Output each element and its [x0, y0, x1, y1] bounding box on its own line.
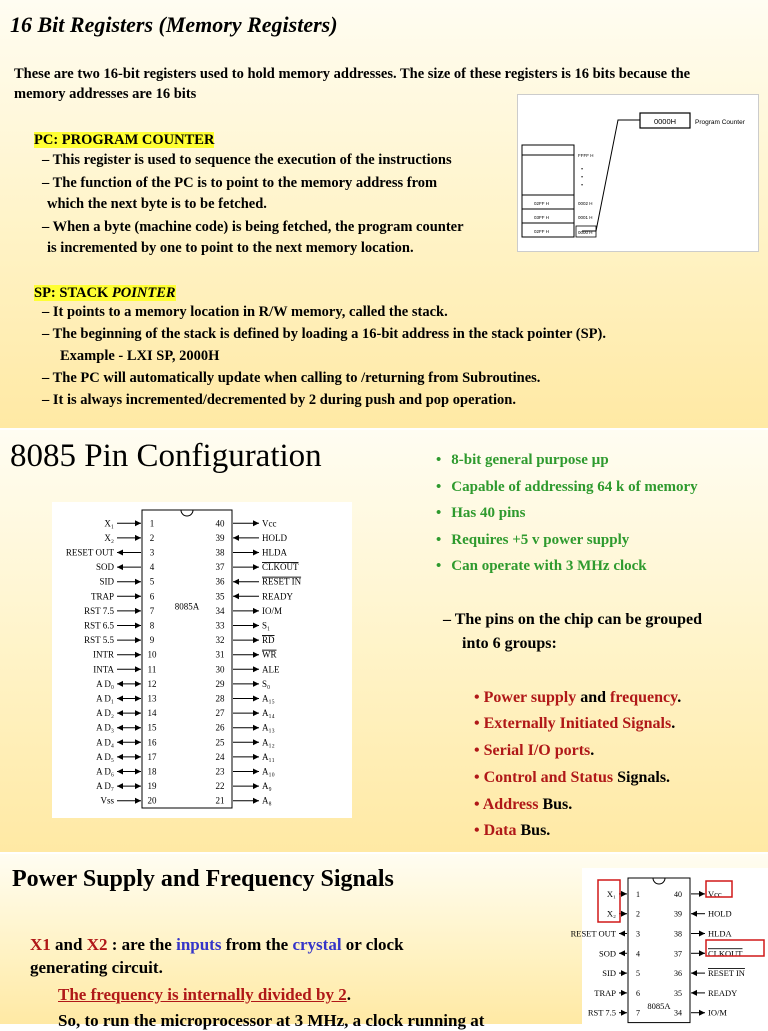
pin-number: 8: [149, 620, 155, 631]
pc-line-5: is incremented by one to point to the next memory location.: [47, 240, 414, 256]
clock-line: So, to run the microprocessor at 3 MHz, a clock running at: [58, 1011, 485, 1030]
pin-arrow: [135, 579, 141, 585]
slide-registers: [0, 0, 768, 428]
pin-label-a: A₁₅: [262, 693, 275, 704]
pin-arrow: [135, 666, 141, 672]
pin-arrow: [691, 990, 697, 996]
pin-arrow: [699, 891, 705, 897]
program-counter-diagram: [517, 94, 759, 252]
pin-number: 10: [147, 649, 157, 660]
pin-label-x: X₂: [104, 532, 114, 543]
pin-arrow: [233, 535, 239, 541]
pin-label-x: X₂: [606, 908, 616, 919]
pin-number: 12: [147, 678, 157, 689]
pin-label-rd: RD: [262, 635, 275, 646]
chip-label: 8085A: [647, 1000, 671, 1011]
pin-label-a: A₁₁: [262, 751, 275, 762]
pin-arrow: [253, 754, 259, 760]
pin-number: 4: [149, 562, 155, 573]
pin-number: 2: [636, 909, 640, 919]
pin-arrow: [135, 535, 141, 541]
pin-number: 37: [215, 562, 225, 573]
pin-arrow: [117, 783, 123, 789]
pin-number: 34: [674, 1008, 682, 1018]
pin-number: 32: [215, 635, 225, 646]
pin-label-a-d: A D₇: [96, 781, 114, 792]
pc-value: 0000H: [653, 117, 677, 126]
pin-arrow: [253, 520, 259, 526]
pin-label-inta: INTA: [93, 664, 114, 675]
pin-label-vcc: Vcc: [262, 518, 277, 529]
pin-arrow: [253, 769, 259, 775]
group-address: • Address Bus.: [474, 796, 573, 813]
pin-number: 23: [215, 766, 225, 777]
pc-line-3: which the next byte is to be fetched.: [47, 196, 267, 212]
slide-title: 8085 Pin Configuration: [10, 438, 322, 474]
pin-number: 35: [674, 988, 682, 998]
pin-number: 29: [215, 678, 225, 689]
pin-arrow: [253, 637, 259, 643]
pin-arrow: [699, 1010, 705, 1016]
pin-number: 20: [147, 795, 157, 806]
pin-label-sod: SOD: [95, 562, 114, 573]
pin-arrow: [135, 637, 141, 643]
pin-label-vcc: Vcc: [708, 888, 722, 899]
pin-label-a: A₁₂: [262, 737, 275, 748]
pin-label-a: A₁₃: [262, 722, 275, 733]
pin-number: 24: [215, 751, 225, 762]
pin-label-hold: HOLD: [262, 532, 287, 543]
pin-arrow: [621, 990, 627, 996]
pin-arrow: [253, 725, 259, 731]
pin-arrow: [135, 608, 141, 614]
pin-arrow: [117, 564, 123, 570]
pin-label-trap: TRAP: [594, 987, 616, 998]
pin-arrow: [253, 710, 259, 716]
pin-number: 9: [149, 635, 155, 646]
pin-label-hlda: HLDA: [262, 547, 287, 558]
pin-arrow: [233, 593, 239, 599]
sp-line-2: – The beginning of the stack is defined by loading a 16-bit address in the stack pointer (SP).: [42, 326, 606, 342]
pin-label-reset-out: RESET OUT: [65, 547, 114, 558]
pin-arrow: [117, 725, 123, 731]
pc-heading-text: PC: PROGRAM COUNTER: [34, 132, 215, 148]
intro-text: These are two 16-bit registers used to hold memory addresses. The size of these registers is 16 bits because the memory addresses are 16 bits: [14, 66, 691, 102]
pin-number: 7: [149, 605, 155, 616]
pin-label-s: S₀: [262, 678, 271, 689]
pin-arrow: [253, 696, 259, 702]
pin-label-clkout: CLKOUT: [708, 948, 743, 959]
sp-line-5: – It is always incremented/decremented by 2 during push and pop operation.: [42, 392, 516, 408]
sp-heading-text: [34, 285, 176, 301]
sp-heading: [34, 283, 176, 305]
pin-label-rst-7-5: RST 7.5: [587, 1007, 616, 1018]
pin-number: 16: [147, 737, 157, 748]
pin-diagram-panel-small: [570, 868, 768, 1024]
feature-bullet: • Can operate with 3 MHz clock: [436, 558, 647, 574]
slide-pin-configuration: [0, 430, 768, 852]
pin-number: 28: [215, 693, 225, 704]
pin-arrow: [135, 520, 141, 526]
pin-number: 5: [636, 969, 640, 979]
pin-number: 38: [674, 929, 682, 939]
pc-line-1: – This register is used to sequence the execution of the instructions: [42, 152, 452, 168]
pin-number: 38: [215, 547, 225, 558]
row-address-1: 02FF H: [534, 201, 550, 206]
pin-arrow: [135, 798, 141, 804]
pin-number: 15: [147, 722, 157, 733]
pc-line-2: – The function of the PC is to point to the memory address from: [42, 175, 438, 191]
pin-label-sid: SID: [99, 576, 114, 587]
pin-arrow: [117, 681, 123, 687]
pin-arrow: [117, 550, 123, 556]
pin-number: 11: [147, 664, 157, 675]
pin-arrow: [253, 798, 259, 804]
pin-arrow: [117, 754, 123, 760]
feature-bullet: • Requires +5 v power supply: [436, 532, 630, 548]
pin-label-a-d: A D₅: [96, 751, 114, 762]
pin-arrow: [621, 891, 627, 897]
pin-label-ale: ALE: [262, 664, 280, 675]
pin-arrow: [619, 931, 625, 937]
pin-arrow: [253, 666, 259, 672]
group-control: • Control and Status Signals.: [474, 769, 671, 786]
right-address-1: 0002 H: [578, 201, 593, 206]
group-data: • Data Bus.: [474, 822, 551, 839]
feature-bullet: • Has 40 pins: [436, 505, 526, 521]
pin-number: 18: [147, 766, 157, 777]
pin-number: 1: [149, 518, 155, 529]
pin-arrow: [691, 970, 697, 976]
pin-arrow: [253, 739, 259, 745]
pin-label-a: A₁₀: [262, 766, 275, 777]
pin-label-rst-6-5: RST 6.5: [84, 620, 114, 631]
pin-label-a-d: A D₄: [96, 737, 114, 748]
slide-title: Power Supply and Frequency Signals: [12, 866, 394, 892]
svg-text:•: •: [581, 183, 584, 189]
pin-arrow: [117, 739, 123, 745]
pin-arrow: [691, 911, 697, 917]
pin-arrow: [135, 681, 141, 687]
pin-arrow: [117, 696, 123, 702]
pin-label-wr: WR: [262, 649, 277, 660]
pin-number: 4: [636, 949, 640, 959]
pin-arrow: [117, 769, 123, 775]
pin-label-x: X₁: [104, 518, 114, 529]
pin-label-reset-in: RESET IN: [262, 576, 302, 587]
group-intro-1: – The pins on the chip can be grouped: [443, 611, 703, 628]
pin-number: 35: [215, 591, 225, 602]
pin-number: 13: [147, 693, 157, 704]
pin-number: 39: [215, 532, 225, 543]
pin-number: 6: [149, 591, 155, 602]
pin-number: 37: [674, 949, 682, 959]
x1-x2-line: X1 and X2 : are the inputs from the crystal or clock: [30, 935, 404, 954]
pin-number: 5: [149, 576, 155, 587]
sp-line-4: – The PC will automatically update when calling to /returning from Subroutines.: [42, 370, 541, 386]
pin-number: 36: [215, 576, 225, 587]
dots: •: [581, 167, 584, 173]
pin-label-a-d: A D₃: [96, 722, 114, 733]
pin-number: 31: [215, 649, 225, 660]
group-external: • Externally Initiated Signals.: [474, 715, 676, 732]
pin-arrow: [253, 550, 259, 556]
pin-label-intr: INTR: [93, 649, 114, 660]
pin-number: 22: [215, 781, 225, 792]
pin-label-sid: SID: [602, 968, 616, 979]
pin-arrow: [135, 652, 141, 658]
right-address-3: 0000 H: [578, 230, 593, 235]
pin-arrow: [253, 652, 259, 658]
pin-label-io-m: IO/M: [262, 605, 282, 616]
pin-arrow: [621, 911, 627, 917]
pin-arrow: [135, 710, 141, 716]
pin-label-rst-7-5: RST 7.5: [84, 605, 114, 616]
pin-arrow: [135, 739, 141, 745]
pin-label-trap: TRAP: [90, 591, 114, 602]
slide-power-frequency: [0, 854, 768, 1030]
pin-arrow: [699, 950, 705, 956]
top-address: FFFF H: [578, 153, 594, 158]
pin-number: 34: [215, 605, 225, 616]
svg-text:•: •: [581, 175, 584, 181]
pin-label-clkout: CLKOUT: [262, 562, 299, 573]
pc-line-4: – When a byte (machine code) is being fetched, the program counter: [42, 219, 464, 235]
pin-diagram-40: [52, 502, 352, 818]
sp-line-1: – It points to a memory location in R/W memory, called the stack.: [42, 304, 448, 320]
row-address-3: 02FF H: [534, 229, 550, 234]
sp-line-3: Example - LXI SP, 2000H: [60, 348, 220, 364]
pin-arrow: [135, 754, 141, 760]
pin-arrow: [135, 623, 141, 629]
pin-arrow: [135, 769, 141, 775]
program-counter-figure: [518, 95, 758, 251]
pin-number: 30: [215, 664, 225, 675]
group-serial: • Serial I/O ports.: [474, 742, 595, 759]
pin-label-reset-out: RESET OUT: [570, 928, 616, 939]
pc-label: Program Counter: [695, 119, 745, 126]
pin-arrow: [135, 725, 141, 731]
pin-number: 36: [674, 969, 682, 979]
pin-number: 14: [147, 708, 157, 719]
row-address-2: 03FF H: [534, 215, 550, 220]
pin-label-a: A₈: [262, 795, 272, 806]
pin-label-a-d: A D₆: [96, 766, 114, 777]
pin-diagram-small: [570, 868, 768, 1024]
pin-label-io-m: IO/M: [708, 1007, 727, 1018]
pin-arrow: [135, 783, 141, 789]
pin-label-a: A₁₄: [262, 708, 275, 719]
pin-number: 1: [636, 889, 640, 899]
pin-label-s: S₁: [262, 620, 271, 631]
pin-label-a-d: A D₂: [96, 708, 114, 719]
right-address-2: 0001 H: [578, 215, 593, 220]
pin-label-hold: HOLD: [708, 908, 732, 919]
pin-number: 3: [636, 929, 640, 939]
pin-number: 17: [147, 751, 157, 762]
pin-arrow: [253, 564, 259, 570]
pin-arrow: [253, 783, 259, 789]
pin-number: 40: [674, 889, 682, 899]
pin-number: 19: [147, 781, 157, 792]
sp-heading-italic: POINTER: [111, 285, 176, 301]
pin-label-hlda: HLDA: [708, 928, 732, 939]
pin-number: 6: [636, 988, 640, 998]
pin-arrow: [621, 970, 627, 976]
pin-arrow: [621, 1010, 627, 1016]
pin-arrow: [253, 608, 259, 614]
pin-label-ready: READY: [262, 591, 293, 602]
pin-arrow: [253, 681, 259, 687]
pin-arrow: [233, 579, 239, 585]
pin-arrow: [699, 931, 705, 937]
pin-number: 40: [215, 518, 225, 529]
pin-number: 2: [149, 532, 155, 543]
pin-arrow: [135, 593, 141, 599]
slide-title: 16 Bit Registers (Memory Registers): [10, 12, 338, 37]
pin-label-a: A₉: [262, 781, 272, 792]
chip-label: 8085A: [174, 601, 200, 612]
pin-arrow: [253, 623, 259, 629]
pin-arrow: [135, 696, 141, 702]
pin-number: 26: [215, 722, 225, 733]
pin-number: 25: [215, 737, 225, 748]
pin-label-vss: Vss: [100, 795, 114, 806]
pin-number: 27: [215, 708, 225, 719]
pin-label-reset-in: RESET IN: [708, 968, 745, 979]
feature-bullet: • 8-bit general purpose µp: [436, 452, 609, 468]
pin-label-a-d: A D₁: [96, 693, 114, 704]
pin-number: 21: [215, 795, 225, 806]
pin-arrow: [117, 710, 123, 716]
group-power: • Power supply and frequency.: [474, 689, 682, 706]
pin-arrow: [619, 950, 625, 956]
pc-heading: [34, 130, 214, 152]
pin-number: 7: [636, 1008, 640, 1018]
pin-diagram-panel: [52, 502, 352, 818]
generating-line: generating circuit.: [30, 958, 163, 977]
sp-heading-prefix: SP: STACK: [34, 285, 109, 301]
feature-bullet: • Capable of addressing 64 k of memory: [436, 479, 698, 495]
pin-number: 3: [149, 547, 155, 558]
pin-label-ready: READY: [708, 987, 738, 998]
group-intro-2: into 6 groups:: [462, 635, 557, 652]
pin-number: 39: [674, 909, 682, 919]
divided-line: The frequency is internally divided by 2.: [58, 985, 351, 1004]
pin-label-rst-5-5: RST 5.5: [84, 635, 114, 646]
pin-label-a-d: A D₀: [96, 678, 114, 689]
pin-label-x: X₁: [606, 888, 616, 899]
pin-label-sod: SOD: [598, 948, 616, 959]
pin-number: 33: [215, 620, 225, 631]
